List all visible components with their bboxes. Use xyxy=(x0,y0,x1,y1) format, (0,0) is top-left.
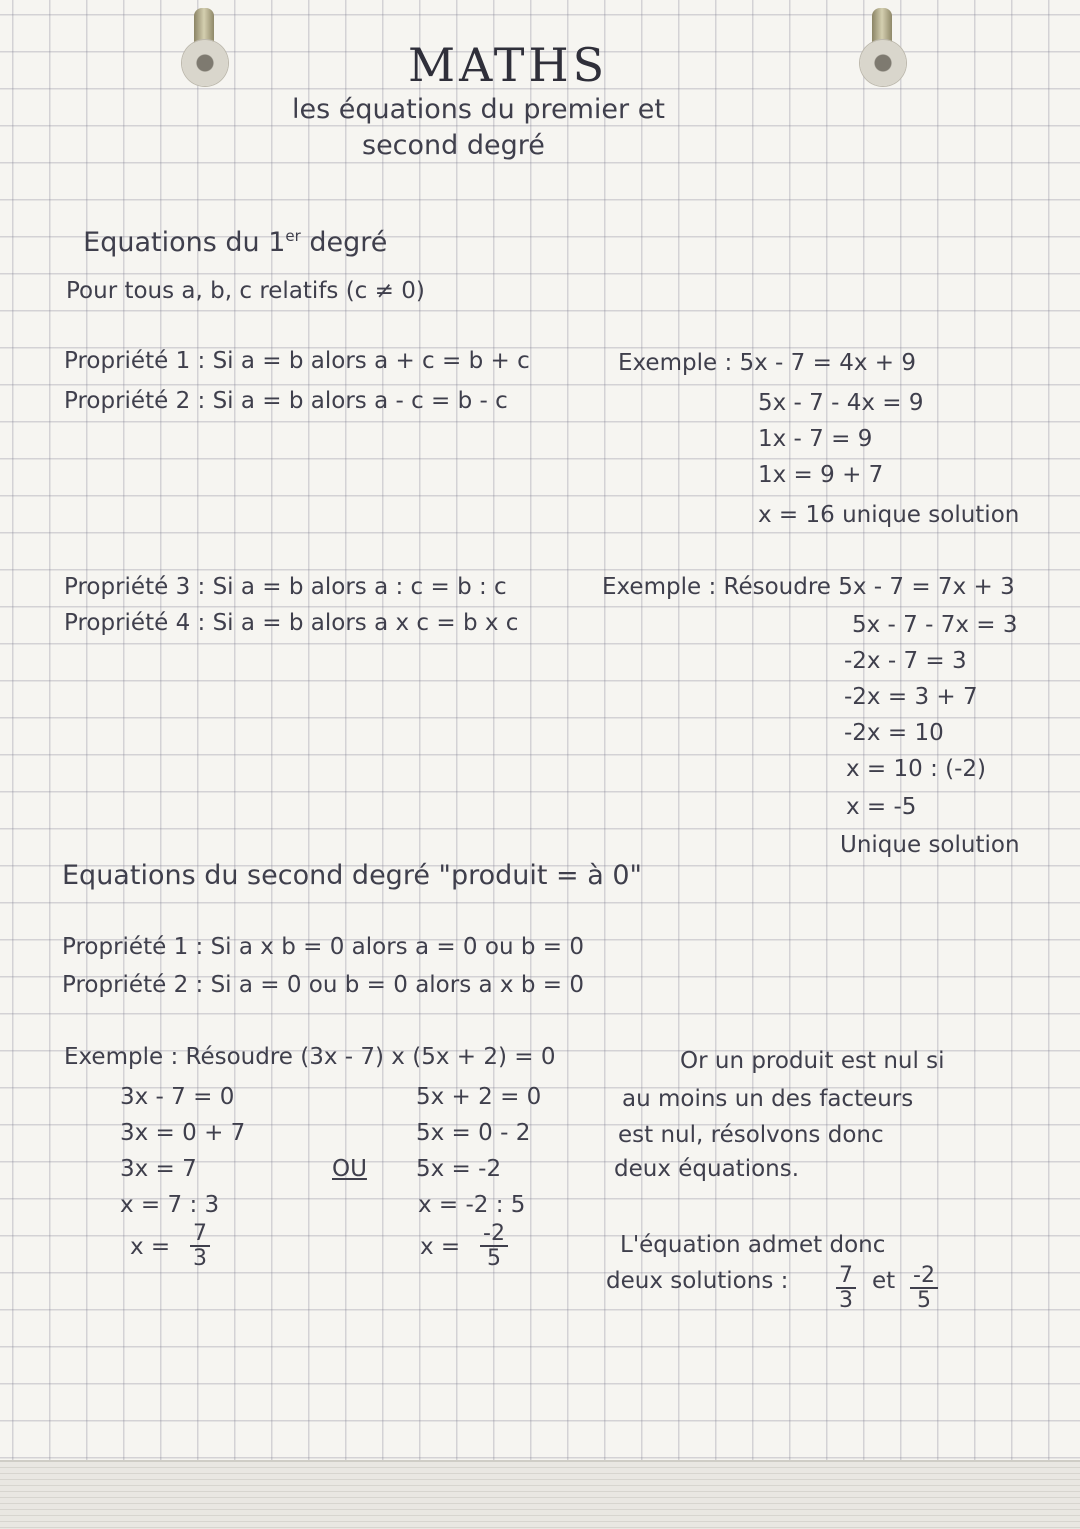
right-step-0: 5x + 2 = 0 xyxy=(416,1084,542,1110)
section1-heading xyxy=(66,202,387,256)
solution-2-den: 5 xyxy=(916,1288,931,1314)
binder-ring-right xyxy=(860,40,906,86)
left-fraction xyxy=(190,1222,210,1270)
conclusion-line-2: deux solutions : xyxy=(606,1268,789,1294)
example2-line-0: Exemple : Résoudre 5x - 7 = 7x + 3 xyxy=(602,574,1015,600)
solution-1-den: 3 xyxy=(839,1288,853,1314)
section2-property-2: Propriété 2 : Si a = 0 ou b = 0 alors a x b = 0 xyxy=(62,972,584,998)
example2-line-5: x = 10 : (-2) xyxy=(846,756,987,782)
explanation-line-2: est nul, résolvons donc xyxy=(618,1122,884,1148)
right-step-2: 5x = -2 xyxy=(416,1156,502,1182)
section1-heading-text: Equations du 1 xyxy=(83,227,286,258)
section2-example-title: Exemple : Résoudre (3x - 7) x (5x + 2) = 0 xyxy=(64,1044,556,1070)
section1-heading-suffix: degré xyxy=(300,227,388,258)
right-step-1: 5x = 0 - 2 xyxy=(416,1120,531,1146)
right-step-3: x = -2 : 5 xyxy=(418,1192,526,1218)
subtitle-line-1: les équations du premier et xyxy=(292,94,665,125)
example2-line-1: 5x - 7 - 7x = 3 xyxy=(852,612,1018,638)
left-fraction-den: 3 xyxy=(193,1246,207,1272)
solution-1-num: 7 xyxy=(836,1264,856,1289)
left-step-2: 3x = 7 xyxy=(120,1156,197,1182)
example2-line-6: x = -5 xyxy=(846,794,917,820)
solution-2-fraction xyxy=(910,1264,938,1312)
explanation-line-1: au moins un des facteurs xyxy=(622,1086,914,1112)
section1-heading-sup: er xyxy=(285,227,301,245)
solution-2-num: -2 xyxy=(910,1264,938,1289)
solution-joiner: et xyxy=(872,1268,896,1294)
subtitle-line-2: second degré xyxy=(362,130,545,161)
left-step-3: x = 7 : 3 xyxy=(120,1192,220,1218)
example2-line-3: -2x = 3 + 7 xyxy=(844,684,978,710)
ou-separator: OU xyxy=(332,1156,367,1182)
example1-line-2: 1x - 7 = 9 xyxy=(758,426,873,452)
left-step-0: 3x - 7 = 0 xyxy=(120,1084,235,1110)
section2-heading: Equations du second degré "produit = à 0" xyxy=(62,860,642,891)
property-4: Propriété 4 : Si a = b alors a x c = b x c xyxy=(64,610,519,636)
explanation-line-3: deux équations. xyxy=(614,1156,800,1182)
example2-line-2: -2x - 7 = 3 xyxy=(844,648,967,674)
example2-line-7: Unique solution xyxy=(840,832,1020,858)
section1-intro: Pour tous a, b, c relatifs (c ≠ 0) xyxy=(66,278,425,304)
left-step-1: 3x = 0 + 7 xyxy=(120,1120,246,1146)
property-3: Propriété 3 : Si a = b alors a : c = b : c xyxy=(64,574,507,600)
left-fraction-num: 7 xyxy=(190,1222,210,1247)
property-2: Propriété 2 : Si a = b alors a - c = b - c xyxy=(64,388,508,414)
right-final-prefix: x = xyxy=(420,1234,461,1260)
property-1: Propriété 1 : Si a = b alors a + c = b + c xyxy=(64,348,530,374)
example1-line-0: Exemple : 5x - 7 = 4x + 9 xyxy=(618,350,916,376)
explanation-line-0: Or un produit est nul si xyxy=(680,1048,945,1074)
conclusion-line-1: L'équation admet donc xyxy=(620,1232,886,1258)
page-stack-edge xyxy=(0,1460,1080,1529)
section2-property-1: Propriété 1 : Si a x b = 0 alors a = 0 ou b = 0 xyxy=(62,934,584,960)
right-fraction xyxy=(480,1222,508,1270)
example1-line-1: 5x - 7 - 4x = 9 xyxy=(758,390,924,416)
binder-ring-left xyxy=(182,40,228,86)
example2-line-4: -2x = 10 xyxy=(844,720,944,746)
example1-line-3: 1x = 9 + 7 xyxy=(758,462,884,488)
left-final-prefix: x = xyxy=(130,1234,171,1260)
solution-1-fraction xyxy=(836,1264,856,1312)
right-fraction-num: -2 xyxy=(480,1222,508,1247)
right-fraction-den: 5 xyxy=(486,1246,501,1272)
page-title: MATHS xyxy=(408,38,609,92)
example1-line-4: x = 16 unique solution xyxy=(758,502,1020,528)
